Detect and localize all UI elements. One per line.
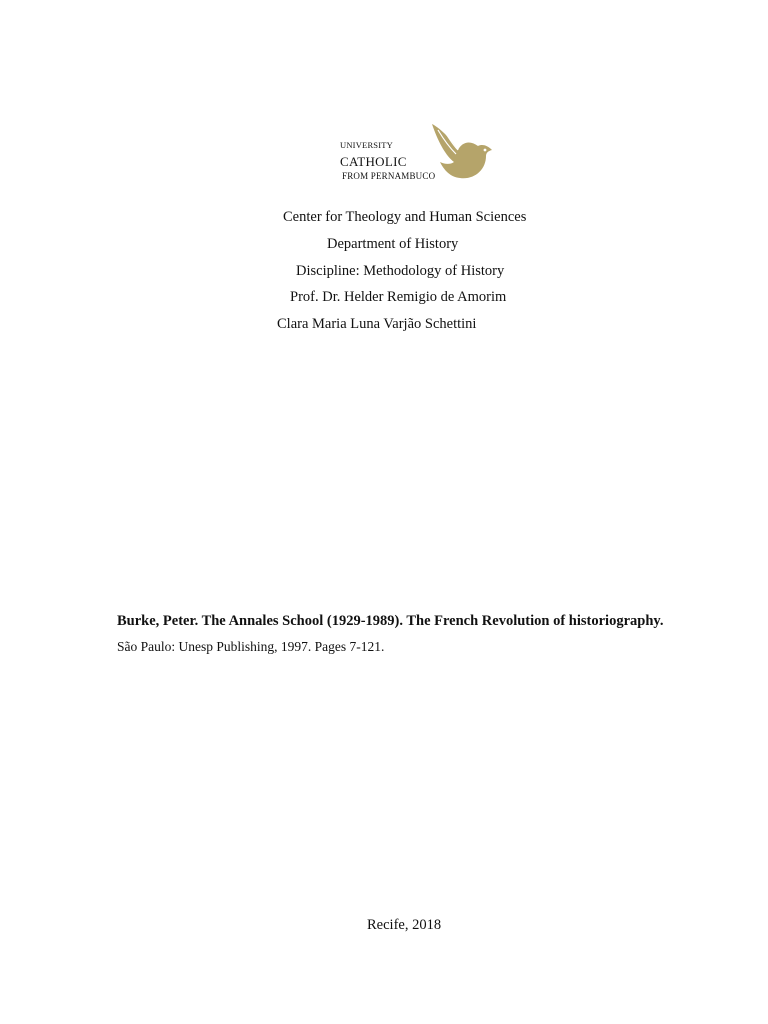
logo-line-catholic: CATHOLIC — [340, 154, 407, 169]
logo-line-pernambuco: FROM PERNAMBUCO — [342, 171, 436, 181]
student-name: Clara Maria Luna Varjão Schettini — [277, 316, 477, 332]
discipline-name: Discipline: Methodology of History — [296, 263, 505, 279]
university-logo — [336, 118, 501, 188]
professor-name: Prof. Dr. Helder Remigio de Amorim — [290, 289, 507, 305]
department-name: Department of History — [327, 236, 459, 252]
dove-icon — [430, 120, 496, 184]
center-name: Center for Theology and Human Sciences — [283, 209, 527, 225]
citation-publication: São Paulo: Unesp Publishing, 1997. Pages 7-121. — [117, 639, 385, 654]
citation-title: Burke, Peter. The Annales School (1929-1989). The French Revolution of historiography. — [117, 613, 664, 629]
logo-line-university: UNIVERSITY — [340, 140, 393, 150]
place-date: Recife, 2018 — [367, 917, 442, 933]
